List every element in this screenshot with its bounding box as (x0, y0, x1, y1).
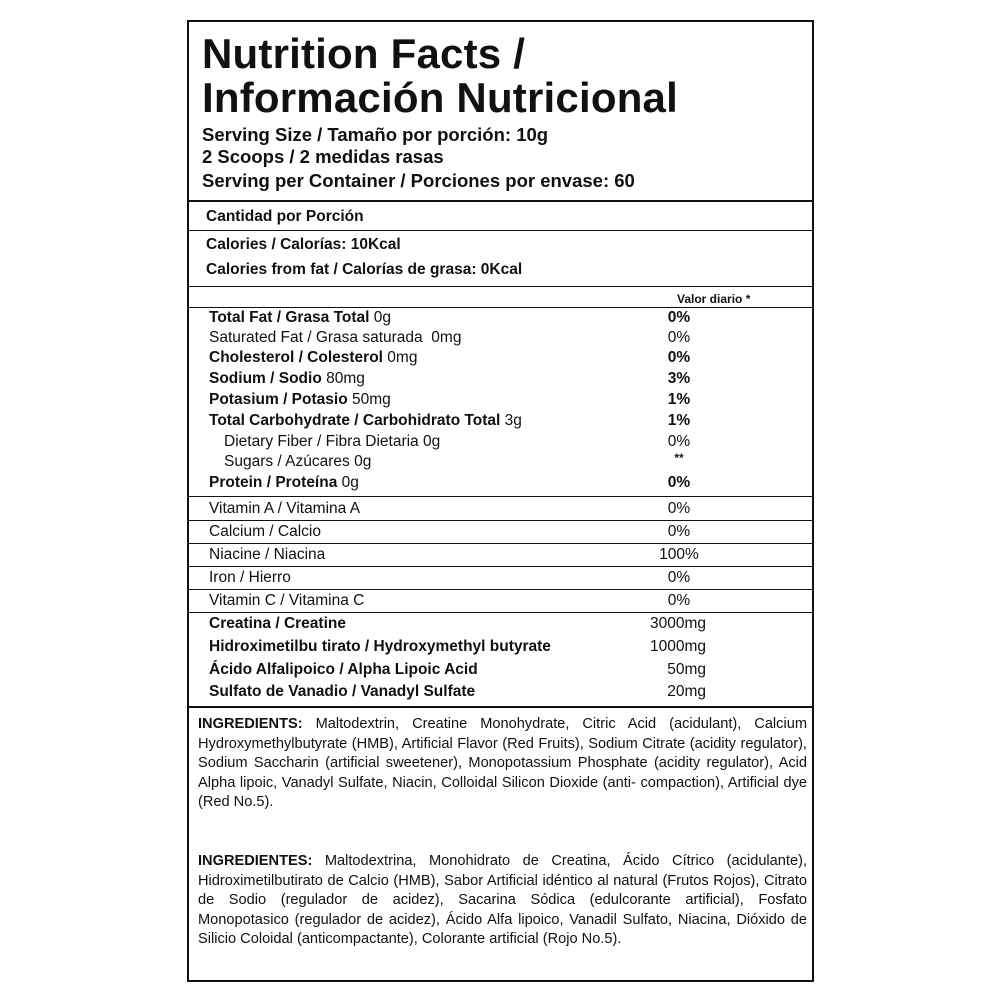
active-label: Sulfato de Vanadio / Vanadyl Sulfate (209, 683, 476, 700)
nutrient-label: Sugars / Azúcares (224, 453, 350, 470)
ingredients-text: Maltodextrin, Creatine Monohydrate, Citric Acid (acidulant), Calcium Hydroxymethylbutyrate (HMB), Artificial Flavor (Red Fruits), Sodium Citrate (acidity regulator), Sodium Saccharin (artificial sweetener), Monopotassium Phosphate (acidity regulator), Acid Alpha lipoic, Vanadyl Sulfate, Niacin, Colloidal Silicon Dioxide (anti- compaction), Artificial dye (Red No.5). (198, 716, 807, 811)
nutrient-row-protein (189, 473, 812, 493)
active-row (189, 682, 812, 702)
nutrient-amount: 0g (341, 474, 359, 491)
nutrient-row-saturated-fat (189, 328, 812, 348)
nutrient-label: Cholesterol / Colesterol (209, 349, 383, 366)
nutrient-daily-value: 0% (667, 329, 691, 346)
nutrient-label: Sodium / Sodio (209, 370, 322, 387)
ingredients-heading: INGREDIENTS: (198, 716, 303, 732)
vitamin-value: 100% (659, 546, 699, 563)
servings-per-container: Serving per Container / Porciones por envase: 60 (202, 170, 635, 191)
vitamin-row (189, 522, 812, 542)
divider (189, 200, 812, 202)
active-row (189, 637, 812, 657)
active-value: 1000mg (649, 638, 706, 655)
nutrient-row-total-carbohydrate (189, 411, 812, 431)
nutrient-amount: 3g (504, 412, 522, 429)
nutrient-daily-value: 0% (667, 309, 691, 326)
nutrient-label: Potasium / Potasio (209, 391, 348, 408)
vitamin-value: 0% (667, 523, 691, 540)
divider (189, 612, 812, 613)
nutrient-label: Total Carbohydrate / Carbohidrato Total (209, 412, 501, 429)
calories: Calories / Calorías: 10Kcal (206, 236, 401, 253)
vitamin-label: Vitamin A / Vitamina A (209, 500, 361, 517)
vitamin-label: Vitamin C / Vitamina C (209, 592, 365, 609)
title-line-2: Información Nutricional (202, 74, 678, 121)
nutrient-daily-value: 0% (667, 433, 691, 450)
nutrient-label: Protein / Proteína (209, 474, 338, 491)
vitamin-row (189, 591, 812, 611)
nutrient-daily-value: 3% (667, 370, 691, 387)
ingredients-english (198, 715, 807, 813)
serving-size: Serving Size / Tamaño por porción: 10g (202, 124, 549, 145)
divider (189, 286, 812, 287)
divider (189, 566, 812, 567)
active-value: 3000mg (649, 615, 706, 632)
nutrient-amount: 0mg (431, 329, 462, 346)
nutrition-facts-label (187, 20, 814, 982)
nutrient-daily-value: 0% (667, 474, 691, 491)
divider (189, 230, 812, 231)
nutrient-row-sodium (189, 369, 812, 389)
vitamin-label: Iron / Hierro (209, 569, 291, 586)
vitamin-value: 0% (667, 569, 691, 586)
active-row (189, 660, 812, 680)
divider (189, 496, 812, 497)
page-title (202, 32, 678, 120)
nutrient-daily-value: 1% (667, 412, 691, 429)
vitamin-value: 0% (667, 500, 691, 517)
vitamin-label: Niacine / Niacina (209, 546, 326, 563)
title-line-1: Nutrition Facts / (202, 30, 526, 77)
vitamin-value: 0% (667, 592, 691, 609)
active-value: 50mg (667, 661, 706, 678)
active-label: Creatina / Creatine (209, 615, 346, 632)
calories-from-fat: Calories from fat / Calorías de grasa: 0Kcal (206, 261, 523, 278)
vitamin-label: Calcium / Calcio (209, 523, 321, 540)
vitamin-row (189, 499, 812, 519)
nutrient-amount: 80mg (326, 370, 365, 387)
nutrient-label: Total Fat / Grasa Total (209, 309, 370, 326)
nutrient-daily-value: 1% (667, 391, 691, 408)
nutrient-label: Dietary Fiber / Fibra Dietaria (224, 433, 419, 450)
active-row (189, 614, 812, 634)
divider (189, 520, 812, 521)
nutrient-amount: 0g (354, 453, 372, 470)
ingredients-text: Maltodextrina, Monohidrato de Creatina, Ácido Cítrico (acidulante), Hidroximetilbutirato de Calcio (HMB), Sabor Artificial idéntico al natural (Frutos Rojos), Citrato de Sodio (regulador de acidez), Sacarina Sódica (edulcorante artificial), Fosfato Monopotasico (regulador de acidez), Ácido Alfa lipoico, Vanadil Sulfato, Niacina, Dióxido de Silicio Coloidal (anticompactante), Colorante artificial (Rojo No.5). (198, 853, 807, 948)
nutrient-label: Saturated Fat / Grasa saturada (209, 329, 423, 346)
vitamin-row (189, 545, 812, 565)
nutrient-row-cholesterol (189, 348, 812, 368)
ingredients-spanish (198, 852, 807, 950)
nutrient-amount: 50mg (351, 391, 391, 408)
nutrient-daily-value: 0% (667, 349, 691, 366)
nutrient-amount: 0mg (387, 349, 418, 366)
nutrient-row-sugars (189, 452, 812, 472)
nutrient-row-total-fat (189, 308, 812, 328)
amount-per-serving-heading: Cantidad por Porción (206, 208, 364, 225)
divider (189, 543, 812, 544)
nutrient-row-dietary-fiber (189, 432, 812, 452)
nutrient-row-potasium (189, 390, 812, 410)
divider (189, 706, 812, 708)
nutrient-amount: 0g (422, 433, 441, 450)
daily-value-header: Valor diario * (677, 292, 751, 306)
ingredients-heading: INGREDIENTES: (198, 853, 313, 869)
scoops: 2 Scoops / 2 medidas rasas (202, 146, 444, 167)
active-label: Hidroximetilbu tirato / Hydroxymethyl butyrate (209, 638, 551, 655)
vitamin-row (189, 568, 812, 588)
active-label: Ácido Alfalipoico / Alpha Lipoic Acid (209, 661, 478, 678)
divider (189, 589, 812, 590)
active-value: 20mg (667, 683, 706, 700)
nutrient-daily-value: ** (674, 451, 684, 465)
nutrient-amount: 0g (373, 309, 392, 326)
